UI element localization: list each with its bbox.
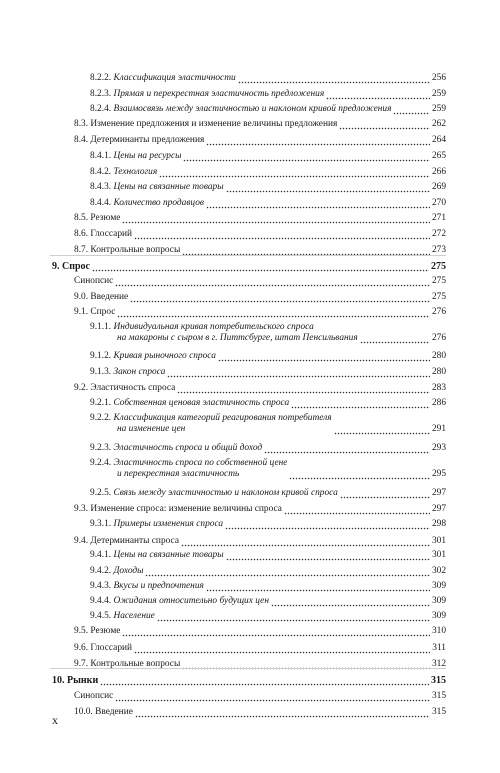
toc-entry-title bbox=[74, 119, 337, 130]
toc-entry-page: 315 bbox=[431, 707, 446, 717]
toc-entry-title bbox=[90, 550, 224, 561]
toc-entry bbox=[90, 167, 446, 178]
toc-entry-title bbox=[90, 367, 165, 378]
toc-entry-number: 9.1. bbox=[74, 307, 91, 317]
toc-entry-title bbox=[74, 536, 179, 547]
dot-leader bbox=[226, 552, 430, 561]
toc-entry-text: Связь между эластичностью и наклоном кривой спроса bbox=[113, 488, 338, 498]
toc-entry-text: Синопсис bbox=[74, 276, 114, 286]
toc-entry-page: 262 bbox=[431, 119, 446, 129]
toc-entry-text: Введение bbox=[95, 707, 133, 717]
toc-entry-page: 259 bbox=[431, 89, 446, 99]
toc-entry-number: 9.1.1. bbox=[90, 322, 112, 332]
dot-leader bbox=[181, 538, 430, 547]
toc-entry-number: 8.5. bbox=[74, 213, 91, 223]
toc-entry-title bbox=[52, 261, 90, 272]
toc-entry-page: 286 bbox=[431, 398, 446, 408]
dot-leader bbox=[218, 353, 430, 362]
dot-leader bbox=[100, 677, 429, 686]
toc-entry-page: 315 bbox=[431, 691, 446, 701]
toc-entry bbox=[90, 398, 446, 409]
dot-leader bbox=[225, 521, 430, 530]
toc-entry-number: 9.2. bbox=[74, 383, 91, 393]
toc-entry-number: 8.3. bbox=[74, 119, 91, 129]
dot-leader bbox=[393, 106, 429, 115]
toc-entry-page: 302 bbox=[431, 566, 446, 576]
toc-entry-page: 271 bbox=[431, 213, 446, 223]
toc-entry-text: Контрольные вопросы bbox=[90, 659, 181, 669]
toc-entry-title bbox=[90, 458, 287, 480]
toc-entry-title bbox=[90, 519, 223, 530]
toc-entry-page: 301 bbox=[431, 536, 446, 546]
toc-entry-page: 266 bbox=[431, 167, 446, 177]
toc-entry-number: 8.4.4. bbox=[90, 198, 114, 208]
toc-entry bbox=[90, 413, 446, 435]
toc-entry-title bbox=[74, 135, 204, 146]
toc-entry bbox=[74, 213, 446, 224]
toc-entry-number: 9.4.1. bbox=[90, 550, 114, 560]
dot-leader bbox=[360, 335, 430, 344]
toc-entry-number: 9.6. bbox=[74, 643, 91, 653]
toc-entry bbox=[90, 151, 446, 162]
toc-entry-page: 265 bbox=[431, 151, 446, 161]
toc-entry-page: 298 bbox=[431, 519, 446, 529]
toc-entry-number: 9.3. bbox=[74, 504, 91, 514]
toc-entry bbox=[90, 198, 446, 209]
dot-leader bbox=[291, 400, 430, 409]
toc-entry-number: 9.1.3. bbox=[90, 367, 114, 377]
toc-entry-page: 275 bbox=[431, 261, 446, 272]
toc-entry-text: Детерминанты спроса bbox=[90, 536, 179, 546]
toc-entry-title bbox=[90, 151, 181, 162]
toc-entry-title bbox=[90, 488, 338, 499]
toc-entry-number: 9.2.2. bbox=[90, 413, 112, 423]
toc-entry-number: 9.2.4. bbox=[90, 458, 112, 468]
toc-entry-title bbox=[90, 351, 216, 362]
toc-entry-text: Население bbox=[113, 611, 155, 621]
toc-entry-text: Эластичность спроса и общий доход bbox=[113, 443, 263, 453]
toc-entry-page: 309 bbox=[431, 596, 446, 606]
dot-leader bbox=[122, 628, 429, 637]
dot-leader bbox=[145, 568, 429, 577]
toc-entry-number: 9.4. bbox=[74, 536, 91, 546]
dot-leader bbox=[284, 506, 430, 515]
toc-entry-page: 297 bbox=[431, 488, 446, 498]
toc-entry-page: 273 bbox=[431, 245, 446, 255]
toc-entry bbox=[90, 443, 446, 454]
toc-entry-number: 9.5. bbox=[74, 626, 91, 636]
toc-entry-text: Технология bbox=[113, 167, 158, 177]
toc-entry-title bbox=[90, 581, 204, 592]
toc-entry-title-line1: Индивидуальная кривая потребительского спроса bbox=[111, 322, 314, 332]
toc-entry-title bbox=[90, 182, 224, 193]
toc-entry-number: 8.2.2. bbox=[90, 73, 114, 83]
toc-entry bbox=[90, 519, 446, 530]
toc-entry-number: 8.6. bbox=[74, 229, 91, 239]
toc-entry-text: Кривая рыночного спроса bbox=[113, 351, 216, 361]
dot-leader bbox=[289, 471, 430, 480]
dot-leader bbox=[117, 309, 429, 318]
toc-entry-number: 8.7. bbox=[74, 245, 91, 255]
toc-entry bbox=[90, 322, 446, 344]
toc-entry-page: 256 bbox=[431, 73, 446, 83]
toc-entry-number: 9.4.5. bbox=[90, 611, 114, 621]
dot-leader bbox=[334, 426, 430, 435]
toc-entry bbox=[90, 458, 446, 480]
toc-entry bbox=[74, 643, 446, 654]
toc-entry-page: 295 bbox=[431, 469, 446, 479]
dot-leader bbox=[159, 169, 430, 178]
toc-entry-number: 9.2.5. bbox=[90, 488, 114, 498]
toc-entry-text: Синопсис bbox=[74, 691, 114, 701]
dot-leader bbox=[177, 385, 430, 394]
toc-entry-page: 312 bbox=[431, 659, 446, 669]
toc-entry-title bbox=[74, 229, 132, 240]
dot-leader bbox=[130, 294, 430, 303]
toc-entry-number: 8.4. bbox=[74, 135, 91, 145]
toc-entry-text: Доходы bbox=[113, 566, 144, 576]
toc-entry-number: 8.2.3. bbox=[90, 89, 114, 99]
toc-entry-text: Цены на связанные товары bbox=[113, 182, 224, 192]
toc-entry-title bbox=[52, 675, 98, 686]
toc-entry-text: Изменение предложения и изменение величины предложения bbox=[90, 119, 338, 129]
toc-entry-page: 293 bbox=[431, 443, 446, 453]
toc-entry-page: 259 bbox=[431, 104, 446, 114]
toc-entry-number: 8.4.2. bbox=[90, 167, 114, 177]
toc-entry-title bbox=[74, 213, 120, 224]
toc-entry bbox=[90, 566, 446, 577]
toc-entry-title-line1: Классификация категорий реагирования потребителя bbox=[111, 413, 332, 423]
toc-entry-number: 10. bbox=[52, 675, 67, 686]
toc-entry-text: Введение bbox=[90, 292, 129, 302]
dot-leader bbox=[339, 121, 430, 130]
toc-entry-page: 311 bbox=[432, 643, 446, 653]
toc-entry-text: Примеры изменения спроса bbox=[113, 519, 224, 529]
dot-leader bbox=[326, 91, 430, 100]
toc-entry-title bbox=[74, 383, 175, 394]
toc-entry-title-line2: на изменение цен bbox=[117, 424, 186, 434]
dot-leader bbox=[340, 490, 430, 499]
toc-entry-title bbox=[90, 566, 143, 577]
toc-entry-page: 280 bbox=[431, 367, 446, 377]
toc-entry-title-line2: на макароны с сыром в г. Питтсбурге, штат Пенсильвания bbox=[117, 333, 358, 343]
toc-entry-text: Резюме bbox=[90, 626, 121, 636]
dot-leader bbox=[134, 645, 430, 654]
toc-entry-text: Изменение спроса: изменение величины спроса bbox=[90, 504, 282, 514]
toc-entry-text: Рынки bbox=[67, 675, 99, 686]
toc-entry bbox=[74, 626, 446, 637]
toc-entry-number: 9.4.4. bbox=[90, 596, 114, 606]
dot-leader bbox=[264, 445, 430, 454]
toc-entry bbox=[52, 261, 446, 272]
section-divider bbox=[50, 668, 446, 669]
toc-entry-title bbox=[90, 322, 358, 344]
toc-entry bbox=[74, 229, 446, 240]
toc-entry bbox=[74, 536, 446, 547]
toc-entry-text: Количество продавцов bbox=[113, 198, 204, 208]
toc-entry bbox=[74, 292, 446, 303]
toc-entry-number: 9.2.3. bbox=[90, 443, 114, 453]
toc-entry bbox=[90, 182, 446, 193]
toc-entry-text: Закон спроса bbox=[113, 367, 166, 377]
toc-entry-page: 310 bbox=[431, 626, 446, 636]
dot-leader bbox=[157, 613, 430, 622]
dot-leader bbox=[92, 263, 429, 272]
toc-entry-title bbox=[74, 643, 132, 654]
dot-leader bbox=[206, 200, 430, 209]
toc-entry bbox=[74, 135, 446, 146]
toc-entry bbox=[90, 550, 446, 561]
toc-entry-number: 9.7. bbox=[74, 659, 91, 669]
dot-leader bbox=[135, 709, 430, 718]
toc-entry-title bbox=[74, 626, 120, 637]
toc-entry-title-line1: Эластичность спроса по собственной цене bbox=[111, 458, 288, 468]
toc-entry-page: 291 bbox=[431, 424, 446, 434]
toc-entry-page: 269 bbox=[431, 182, 446, 192]
section-divider bbox=[50, 255, 446, 256]
toc-entry bbox=[90, 73, 446, 84]
toc-entry bbox=[74, 119, 446, 130]
toc-entry-number: 9. bbox=[52, 261, 62, 272]
toc-entry-text: Резюме bbox=[90, 213, 121, 223]
toc-entry-number: 8.4.1. bbox=[90, 151, 114, 161]
toc-entry-text: Вкусы и предпочтения bbox=[113, 581, 204, 591]
toc-entry-number: 10.0. bbox=[74, 707, 96, 717]
toc-entry-page: 264 bbox=[431, 135, 446, 145]
toc-entry-title bbox=[74, 691, 113, 702]
toc-entry-number: 8.2.4. bbox=[90, 104, 114, 114]
toc-entry-page: 315 bbox=[431, 675, 446, 686]
toc-entry-text: Контрольные вопросы bbox=[90, 245, 181, 255]
toc-entry bbox=[74, 504, 446, 515]
dot-leader bbox=[167, 369, 430, 378]
toc-entry-text: Детерминанты предложения bbox=[90, 135, 205, 145]
toc-entry-title bbox=[90, 167, 157, 178]
toc-entry-text: Цены на связанные товары bbox=[113, 550, 224, 560]
toc-entry-title bbox=[90, 596, 269, 607]
toc-entry-number: 9.4.2. bbox=[90, 566, 114, 576]
toc-entry-text: Спрос bbox=[62, 261, 90, 272]
toc-entry-title bbox=[90, 198, 204, 209]
toc-entry-title bbox=[90, 73, 236, 84]
toc-entry-page: 297 bbox=[431, 504, 446, 514]
toc-entry bbox=[90, 611, 446, 622]
toc-entry-page: 309 bbox=[431, 581, 446, 591]
toc-entry-page: 270 bbox=[431, 198, 446, 208]
toc-entry-page: 276 bbox=[431, 333, 446, 343]
dot-leader bbox=[206, 137, 430, 146]
toc-entry bbox=[90, 104, 446, 115]
dot-leader bbox=[226, 184, 430, 193]
toc-entry-text: Эластичность спроса bbox=[90, 383, 176, 393]
toc-entry-title bbox=[90, 104, 391, 115]
toc-entry-page: 275 bbox=[431, 292, 446, 302]
toc-entry-title-line2: и перекрестная эластичность bbox=[117, 469, 240, 479]
toc-entry-number: 9.1.2. bbox=[90, 351, 114, 361]
toc-entry-page: 276 bbox=[431, 307, 446, 317]
toc-entry-page: 275 bbox=[431, 276, 446, 286]
toc-entry-page: 301 bbox=[431, 550, 446, 560]
dot-leader bbox=[115, 278, 430, 287]
toc-entry-title bbox=[74, 307, 115, 318]
toc-entry-title bbox=[90, 398, 289, 409]
toc-entry bbox=[90, 596, 446, 607]
toc-entry-text: Классификация эластичности bbox=[113, 73, 236, 83]
dot-leader bbox=[238, 75, 430, 84]
toc-entry-page: 280 bbox=[431, 351, 446, 361]
dot-leader bbox=[115, 693, 430, 702]
toc-entry bbox=[74, 383, 446, 394]
dot-leader bbox=[122, 215, 429, 224]
toc-entry-title bbox=[90, 413, 332, 435]
toc-entry-number: 8.4.3. bbox=[90, 182, 114, 192]
toc-entry-title bbox=[90, 443, 262, 454]
toc-entry-number: 9.3.1. bbox=[90, 519, 114, 529]
dot-leader bbox=[134, 231, 430, 240]
toc-entry-number: 9.0. bbox=[74, 292, 91, 302]
toc-entry-page: 283 bbox=[431, 383, 446, 393]
toc-entry-text: Спрос bbox=[90, 307, 116, 317]
toc-entry-number: 9.4.3. bbox=[90, 581, 114, 591]
toc-entry-page: 309 bbox=[431, 611, 446, 621]
toc-entry bbox=[74, 276, 446, 287]
dot-leader bbox=[206, 583, 430, 592]
toc-entry bbox=[52, 675, 446, 686]
toc-entry-text: Глоссарий bbox=[90, 229, 133, 239]
page-folio: x bbox=[52, 713, 58, 727]
dot-leader bbox=[183, 153, 429, 162]
toc-entry-text: Собственная ценовая эластичность спроса bbox=[113, 398, 290, 408]
toc-entry-title bbox=[74, 292, 128, 303]
toc-entry-text: Взаимосвязь между эластичностью и наклоном кривой предложения bbox=[113, 104, 392, 114]
toc-entry-title bbox=[74, 504, 282, 515]
toc-entry-text: Прямая и перекрестная эластичность предложения bbox=[113, 89, 325, 99]
toc-entry bbox=[90, 367, 446, 378]
toc-entry bbox=[74, 307, 446, 318]
toc-entry bbox=[90, 488, 446, 499]
toc-entry-page: 272 bbox=[431, 229, 446, 239]
toc-entry-title bbox=[74, 707, 133, 718]
toc-entry bbox=[90, 581, 446, 592]
dot-leader bbox=[271, 598, 430, 607]
toc-entry-title bbox=[90, 89, 324, 100]
toc-entry-number: 9.2.1. bbox=[90, 398, 114, 408]
toc-entry bbox=[90, 89, 446, 100]
toc-entry-text: Цены на ресурсы bbox=[113, 151, 182, 161]
toc-entry-title bbox=[74, 276, 113, 287]
toc-entry bbox=[90, 351, 446, 362]
toc-entry bbox=[74, 707, 446, 718]
toc-entry-text: Глоссарий bbox=[90, 643, 133, 653]
toc-entry-text: Ожидания относительно будущих цен bbox=[113, 596, 269, 606]
toc-entry-title bbox=[90, 611, 155, 622]
toc-entry bbox=[74, 691, 446, 702]
